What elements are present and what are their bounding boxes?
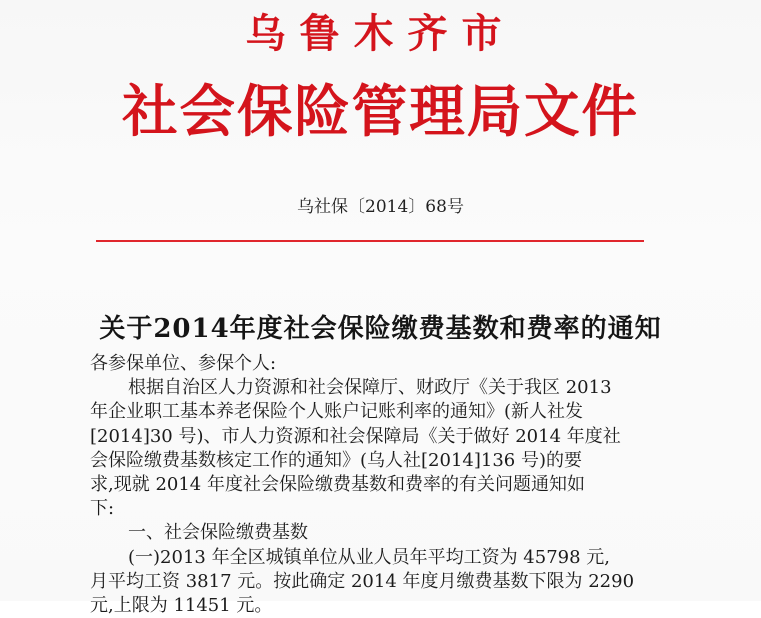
red-divider-line <box>96 240 644 242</box>
body-line: 元,上限为 11451 元。 <box>90 595 273 617</box>
body-line: 求,现就 2014 年度社会保险缴费基数和费率的有关问题通知如 <box>90 474 585 496</box>
section-heading: 一、社会保险缴费基数 <box>128 522 308 544</box>
body-line: (一)2013 年全区城镇单位从业人员年平均工资为 45798 元, <box>128 546 610 568</box>
document-body <box>90 352 660 618</box>
body-line: 年企业职工基本养老保险个人账户记账利率的通知》(新人社发 <box>90 401 584 423</box>
salutation: 各参保单位、参保个人: <box>90 353 277 374</box>
body-line: 月平均工资 3817 元。按此确定 2014 年度月缴费基数下限为 2290 <box>90 570 635 592</box>
issuer-name-line2: 社会保险管理局文件 <box>122 80 639 145</box>
body-line: [2014]30 号)、市人力资源和社会保障局《关于做好 2014 年度社 <box>90 425 621 447</box>
body-line: 下: <box>90 498 115 520</box>
body-line: 会保险缴费基数核定工作的通知》(乌人社[2014]136 号)的要 <box>90 449 582 471</box>
body-line: 根据自治区人力资源和社会保障厅、财政厅《关于我区 2013 <box>128 377 612 399</box>
document-title: 关于2014年度社会保险缴费基数和费率的通知 <box>99 313 662 344</box>
document-number: 乌社保〔2014〕68号 <box>297 197 464 217</box>
issuer-name-line1: 乌鲁木齐市 <box>245 11 516 57</box>
